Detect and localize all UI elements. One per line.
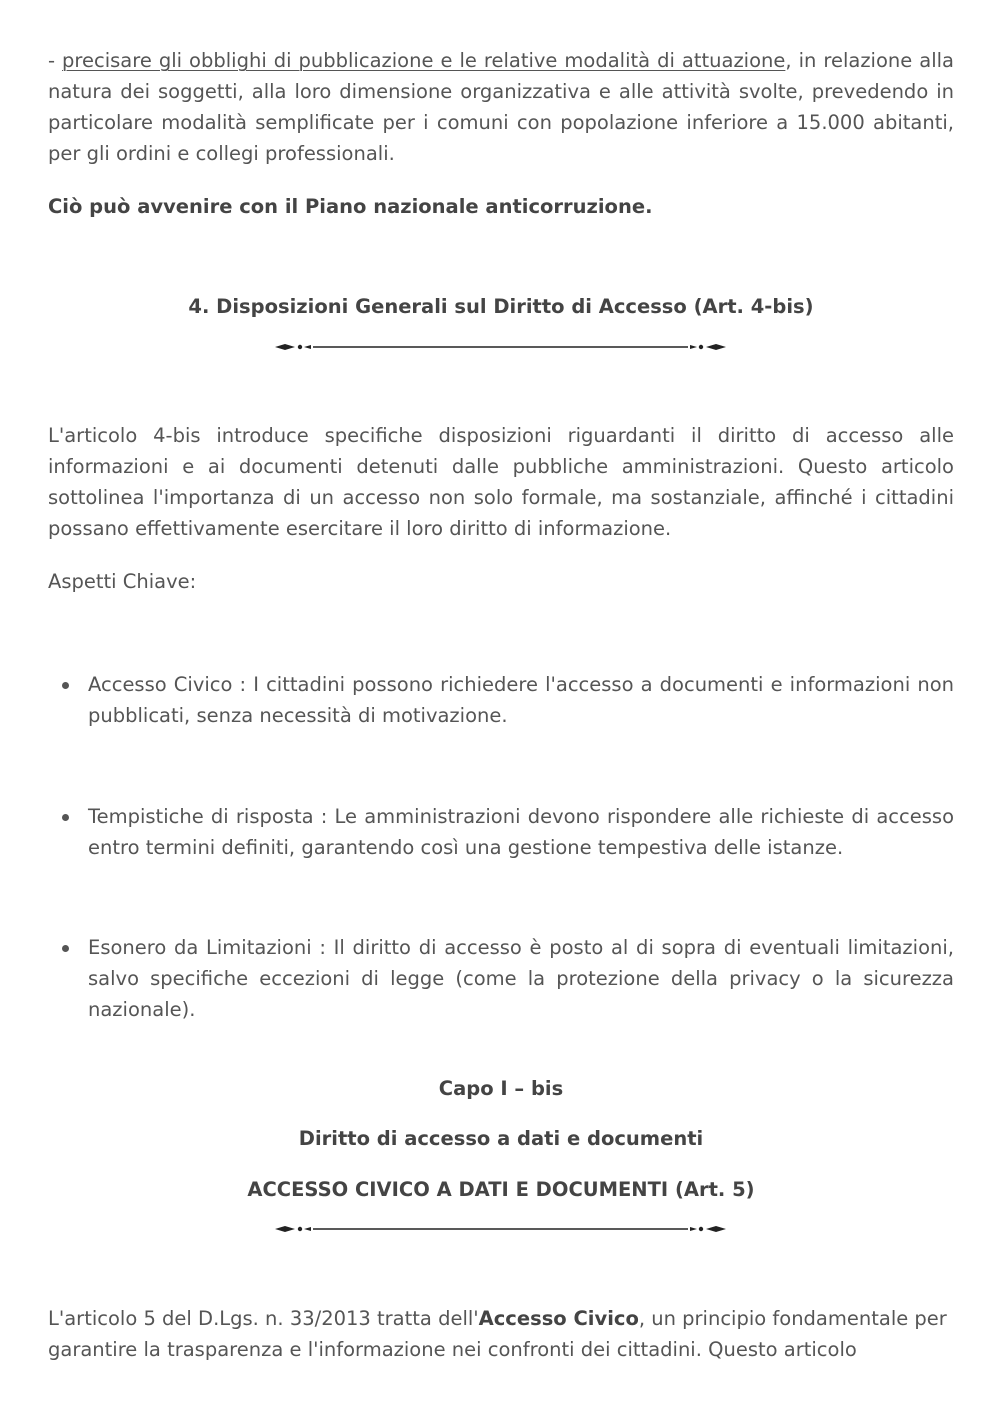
list-item: Esonero da Limitazioni : Il diritto di accesso è posto al di sopra di eventuali limitazioni, salvo specifiche eccezioni di legge (come la protezione della privacy o la sicurezza nazionale). (48, 932, 954, 1025)
art5-paragraph: L'articolo 5 del D.Lgs. n. 33/2013 tratta dell'Accesso Civico, un principio fondamentale per garantire la trasparenza e l'informazione nei confronti dei cittadini. Questo articolo (48, 1307, 947, 1361)
key-aspects-list (48, 669, 954, 731)
list-item: Accesso Civico : I cittadini possono richiedere l'accesso a documenti e informazioni non pubblicati, senza necessità di motivazione. (48, 669, 954, 731)
bullet-dot-icon (62, 814, 69, 821)
list-item: Tempistiche di risposta : Le amministrazioni devono rispondere alle richieste di accesso entro termini definiti, garantendo così una gestione tempestiva delle istanze. (48, 801, 954, 863)
bullet-dot-icon (62, 945, 69, 952)
key-aspects-list-2 (48, 801, 954, 863)
section-4-title: 4. Disposizioni Generali sul Diritto di Accesso (Art. 4-bis) (188, 295, 814, 318)
ornamental-divider-2 (273, 1224, 728, 1234)
key-aspects-label: Aspetti Chiave: (48, 570, 197, 593)
intro-dash: - (48, 49, 63, 72)
bold-note: Ciò può avvenire con il Piano nazionale anticorruzione. (48, 195, 653, 218)
capo-subtitle: Diritto di accesso a dati e documenti (298, 1127, 704, 1150)
key-aspects-list-3 (48, 932, 954, 1025)
intro-paragraph (48, 45, 954, 169)
intro-underlined-text: precisare gli obblighi di pubblicazione e le relative modalità di attuazione (62, 49, 786, 72)
intro-rest-text: , in relazione alla natura dei soggetti, alla loro dimensione organizzativa e alle attività svolte, prevedendo in particolare modalità semplificate per i comuni con popolazione inferiore a 15.000 abitanti, per gli ordini e collegi professionali. (48, 49, 954, 165)
capo-heading: ACCESSO CIVICO A DATI E DOCUMENTI (Art. 5) (247, 1178, 755, 1201)
accesso-civico-bold: Accesso Civico (478, 1307, 639, 1330)
capo-title: Capo I – bis (438, 1077, 564, 1100)
bullet-dot-icon (62, 682, 69, 689)
ornamental-divider (273, 342, 728, 352)
section-4-paragraph: L'articolo 4-bis introduce specifiche disposizioni riguardanti il diritto di accesso alle informazioni e ai documenti detenuti dalle pubbliche amministrazioni. Questo articolo sottolinea l'importanza di un accesso non solo formale, ma sostanziale, affinché i cittadini possano effettivamente esercitare il loro diritto di informazione. (48, 424, 954, 540)
